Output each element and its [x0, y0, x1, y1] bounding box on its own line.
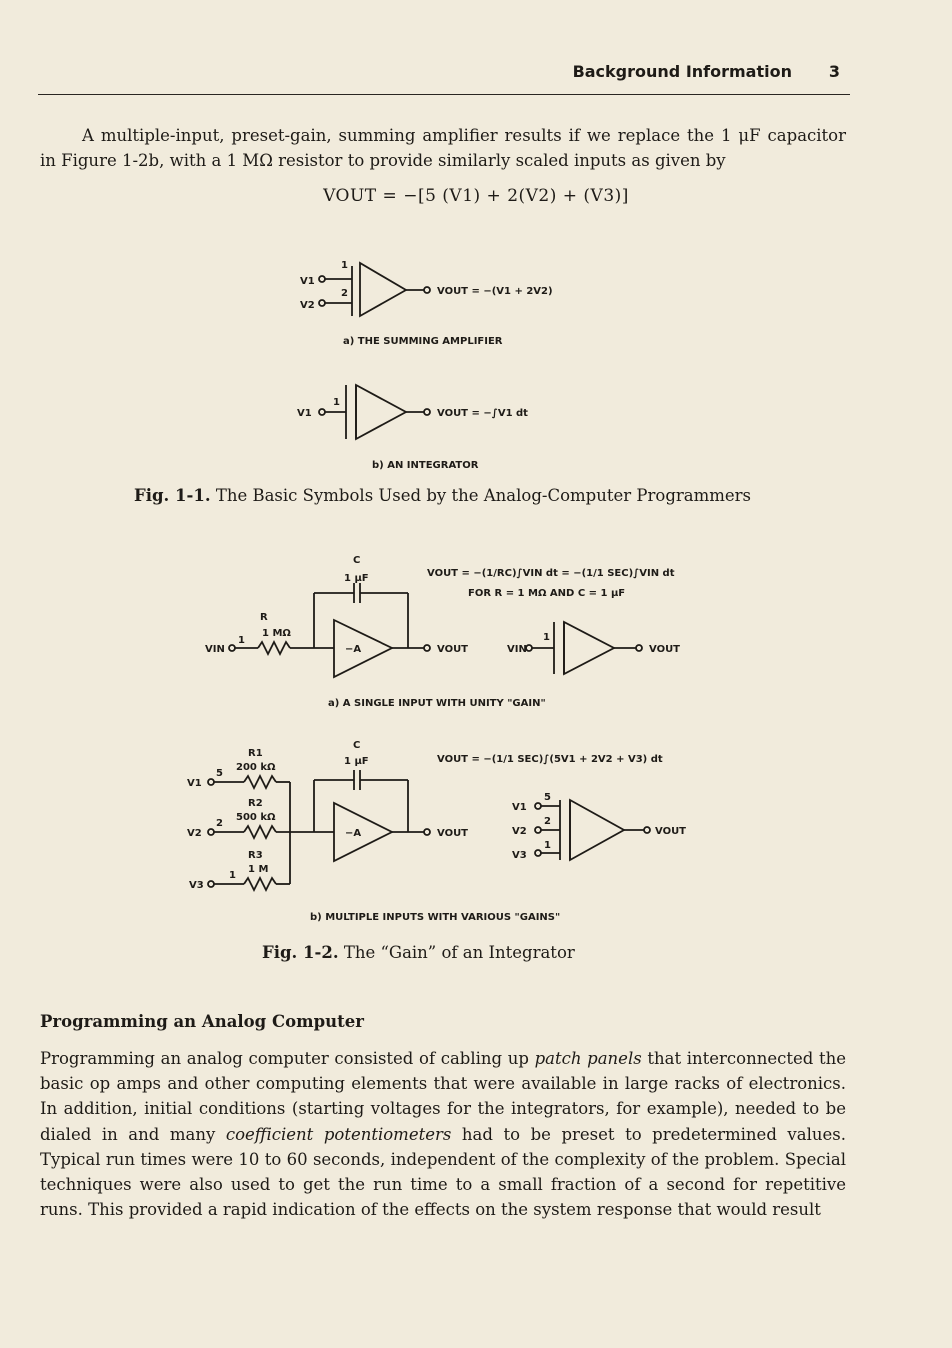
intro-paragraph: A multiple-input, preset-gain, summing amplifier results if we replace the 1 μF capacitor in Figure 1-2b, with a 1 MΩ resistor to provide similarly scaled inputs as given by [40, 126, 846, 170]
fig2a-caption: a) A SINGLE INPUT WITH UNITY "GAIN" [328, 698, 546, 709]
fig2a-vin-label: VIN [205, 644, 225, 655]
fig2b-r1-value: 200 kΩ [236, 762, 276, 773]
fig2b-r2-label: R2 [248, 798, 263, 809]
fig1a-pin1: 1 [341, 260, 348, 271]
page-number: 3 [828, 62, 840, 81]
fig2a-formula: VOUT = −(1/RC)∫VIN dt = −(1/1 SEC)∫VIN dt [427, 568, 675, 579]
fig2a-symbol-vin: VIN [507, 644, 527, 655]
fig2-caption [262, 943, 575, 962]
fig2a-cap-value: 1 μF [344, 573, 369, 584]
paragraph-emphasis-coefficient-potentiometers: coefficient potentiometers [225, 1124, 452, 1144]
fig2b-cap-label: C [353, 740, 361, 751]
fig2a-symbol-vout: VOUT [649, 644, 681, 655]
fig1a-v1-label: V1 [300, 276, 315, 287]
fig1a-pin2: 2 [341, 288, 348, 299]
fig2a-res-value: 1 MΩ [262, 628, 291, 639]
fig2-caption-label: Fig. 1-2. [262, 943, 339, 962]
fig2b-r3-value: 1 M [248, 864, 269, 875]
fig2b-r2-value: 500 kΩ [236, 812, 276, 823]
fig1-caption-label: Fig. 1-1. [134, 486, 211, 505]
fig2b-symbol-pin3: 1 [544, 840, 551, 851]
fig2b-symbol-pin1: 5 [544, 792, 551, 803]
fig2b-v1-label: V1 [187, 778, 202, 789]
fig1b-pin1: 1 [333, 397, 340, 408]
summing-equation: VOUT = −[5 (V1) + 2(V2) + (V3)] [323, 186, 629, 206]
paragraph-part-2: that interconnected the basic op amps and other computing elements that were available in large racks of electronics. In addition, initial conditions (starting voltages for the integrators, for example), needed to be dialed in and many [40, 1049, 846, 1144]
fig1-caption-text: The Basic Symbols Used by the Analog-Computer Programmers [215, 486, 752, 505]
fig2a-cap-label: C [353, 555, 361, 566]
fig2b-r3-pin: 1 [229, 870, 236, 881]
fig2b-symbol-v1: V1 [512, 802, 527, 813]
paragraph-emphasis-patch-panels: patch panels [534, 1049, 642, 1068]
fig1a-caption: a) THE SUMMING AMPLIFIER [343, 336, 503, 347]
fig2b-r1-pin: 5 [216, 768, 223, 779]
fig2a-amp-label: −A [345, 644, 362, 655]
fig2b-caption: b) MULTIPLE INPUTS WITH VARIOUS "GAINS" [310, 912, 561, 923]
fig2b-v3-label: V3 [189, 880, 204, 891]
fig2b-cap-value: 1 μF [344, 756, 369, 767]
fig2a-symbol-pin: 1 [543, 632, 550, 643]
fig2a-formula-condition: FOR R = 1 MΩ AND C = 1 μF [468, 588, 626, 599]
fig2b-formula: VOUT = −(1/1 SEC)∫(5V1 + 2V2 + V3) dt [437, 754, 663, 765]
fig2b-symbol-v2: V2 [512, 826, 527, 837]
fig1b-output-label: VOUT = −∫V1 dt [437, 408, 528, 419]
fig1b-caption: b) AN INTEGRATOR [372, 460, 479, 471]
fig2b-r1-label: R1 [248, 748, 263, 759]
paragraph-part-3: had to be preset to predetermined values. Typical run times were 10 to 60 seconds, independent of the complexity of the problem. Special techniques were also used to get the run time to a small fraction of a second for repetitive runs. This provided a rapid indication of the effects on the system response that would result [40, 1124, 846, 1220]
fig2b-amp-label: −A [345, 828, 362, 839]
fig2b-vout-label: VOUT [437, 828, 469, 839]
fig2a-pin: 1 [238, 635, 245, 646]
fig1a-output-label: VOUT = −(V1 + 2V2) [437, 286, 553, 297]
fig2b-symbol-vout: VOUT [655, 826, 687, 837]
fig2b-r2-pin: 2 [216, 818, 223, 829]
fig1-caption [134, 486, 751, 505]
fig1a-v2-label: V2 [300, 300, 315, 311]
paragraph-part-1: Programming an analog computer consisted of cabling up [40, 1049, 529, 1068]
fig1b-v1-label: V1 [297, 408, 312, 419]
fig2b-r3-label: R3 [248, 850, 263, 861]
fig2b-v2-label: V2 [187, 828, 202, 839]
fig2a-res-label: R [260, 612, 268, 623]
fig2a-vout-label: VOUT [437, 644, 469, 655]
section-heading: Programming an Analog Computer [40, 1012, 364, 1031]
fig2b-symbol-pin2: 2 [544, 816, 551, 827]
section-paragraph [40, 1046, 846, 1222]
fig2b-symbol-v3: V3 [512, 850, 527, 861]
fig2-caption-text: The “Gain” of an Integrator [343, 943, 575, 962]
running-header-title: Background Information [572, 62, 792, 81]
